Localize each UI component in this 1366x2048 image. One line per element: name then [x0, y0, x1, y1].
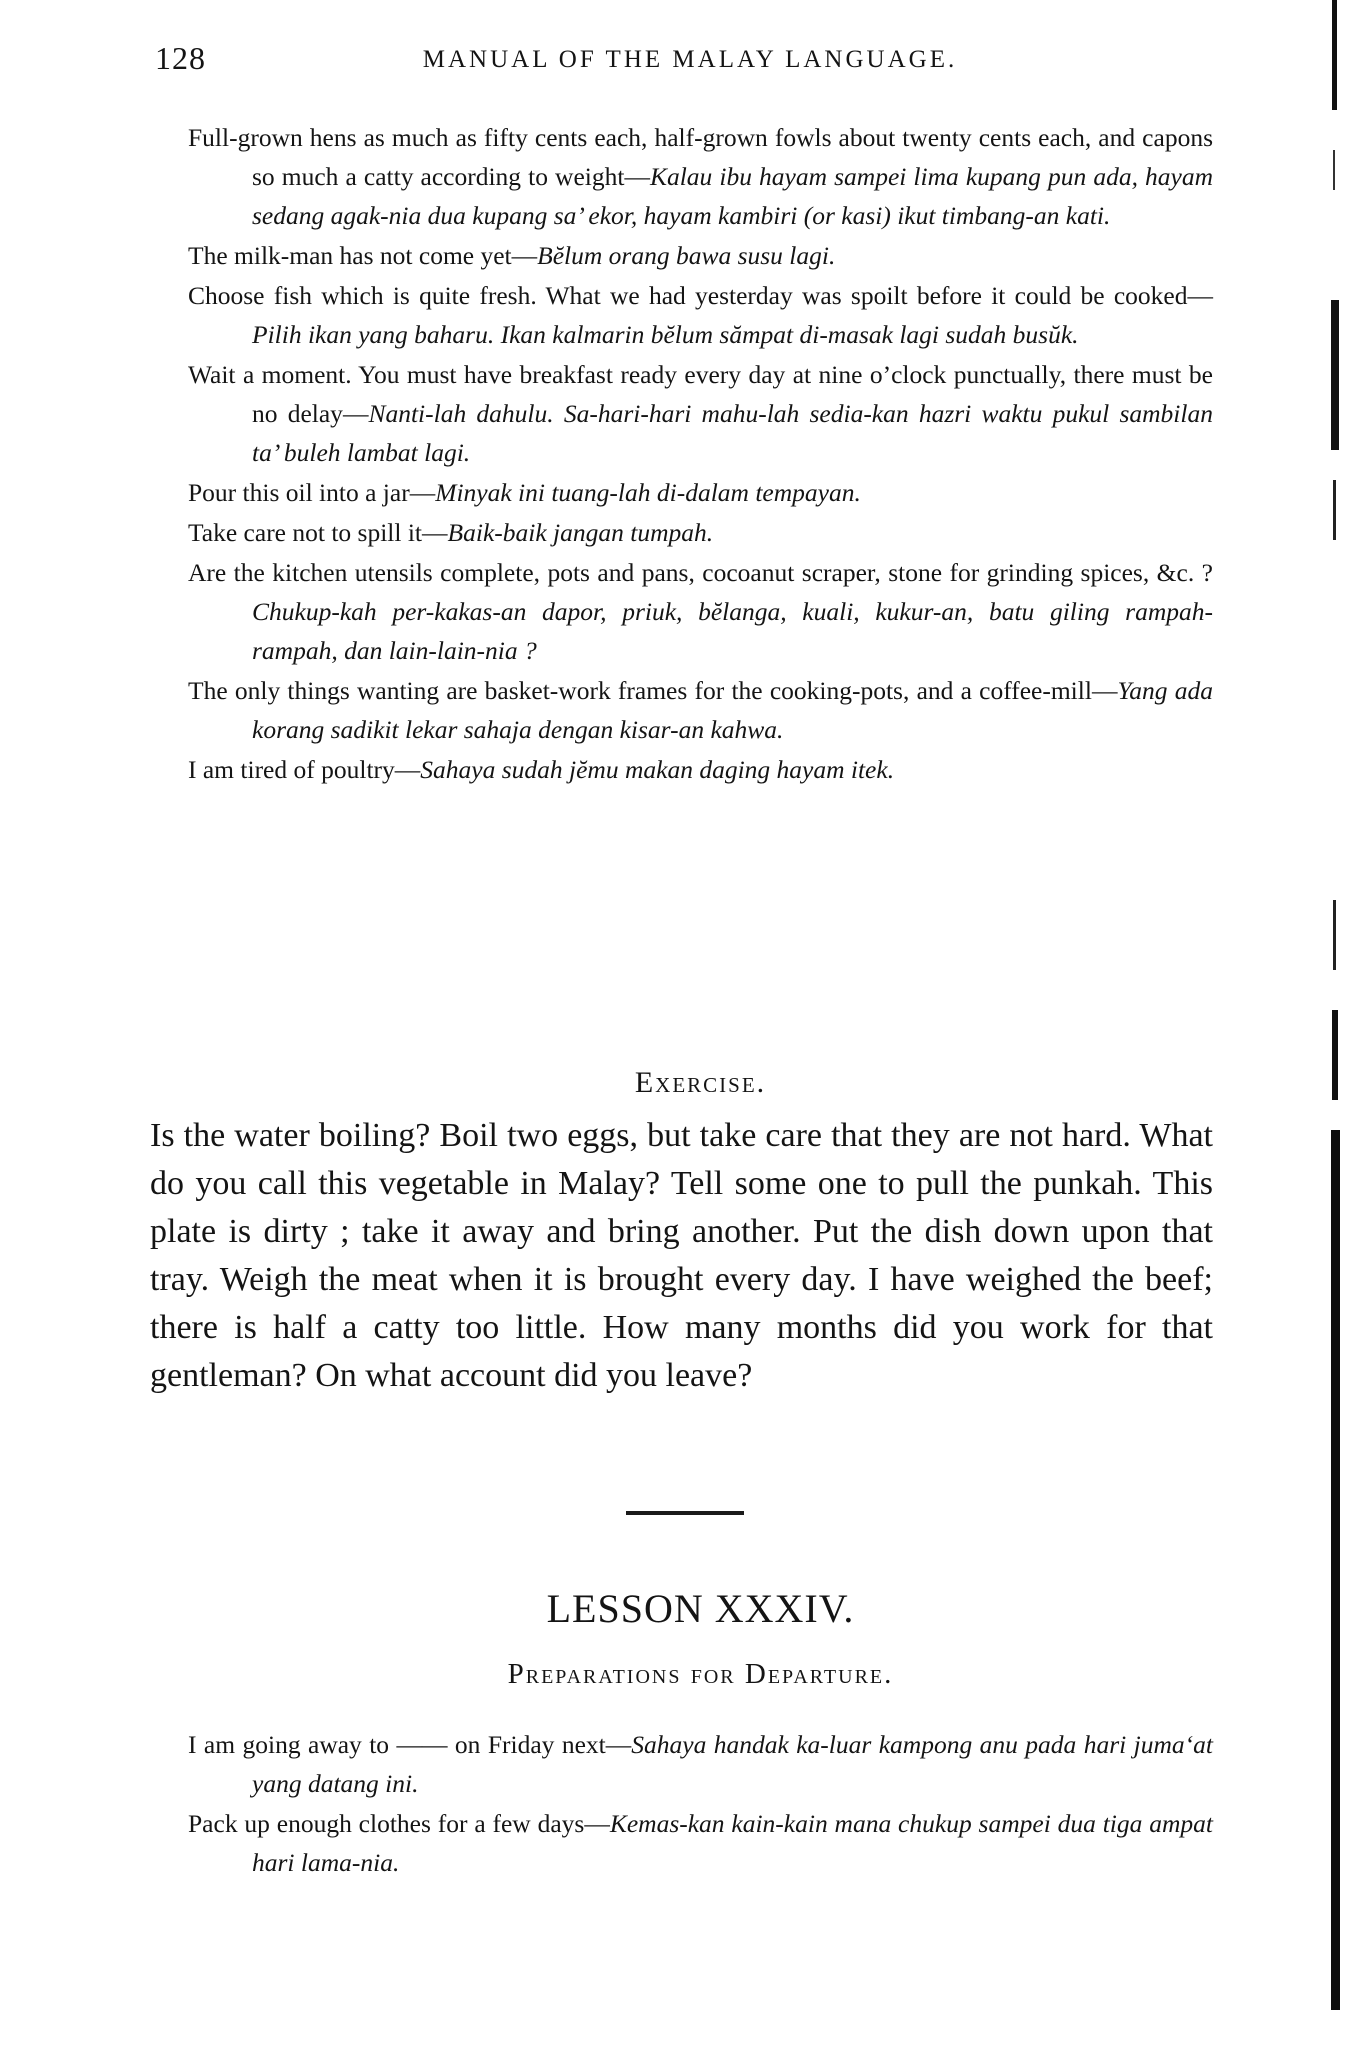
page-header [155, 40, 1225, 80]
phrase-item: Take care not to spill it—Baik-baik jangan tumpah. [188, 518, 714, 547]
phrase-malay: Sahaya handak ka-luar kampong anu pada hari juma‘at yang datang ini. [252, 1730, 1213, 1798]
phrase-malay: Nanti-lah dahulu. Sa-hari-hari mahu-lah sedia-kan hazri waktu pukul sambilan ta’ buleh lambat lagi. [252, 399, 1213, 467]
phrase-item: I am going away to —— on Friday next—Sahaya handak ka-luar kampong anu pada hari juma‘at yang datang ini. [188, 1730, 1213, 1798]
scan-edge-mark [1318, 0, 1366, 2048]
phrase-malay: Baik-baik jangan tumpah. [447, 518, 714, 547]
exercise-text: Is the water boiling? Boil two eggs, but take care that they are not hard. What do you call this vegetable in Malay? Tell some one to pull the punkah. This plate is dirty ; take it away and bring another. Put the dish down upon that tray. Weigh the meat when it is brought every day. I have weighed the beef; there is half a catty too little. How many months did you work for that gentleman? On what account did you leave? [150, 1117, 1213, 1394]
phrase-item: Pack up enough clothes for a few days—Kemas-kan kain-kain mana chukup sampei dua tiga ampat hari lama-nia. [188, 1809, 1213, 1877]
phrase-english: Are the kitchen utensils complete, pots and pans, cocoanut scraper, stone for grinding spices, &c. ? [188, 558, 1213, 587]
phrase-english: The only things wanting are basket-work frames for the cooking-pots, and a coffee-mill [188, 676, 1092, 705]
phrase-malay: Chukup-kah per-kakas-an dapor, priuk, bĕlanga, kuali, kukur-an, batu giling rampah-rampah, dan lain-lain-nia ? [252, 597, 1213, 665]
phrase-item: Full-grown hens as much as fifty cents each, half-grown fowls about twenty cents each, and capons so much a catty according to weight—Kalau ibu hayam sampei lima kupang pun ada, hayam sedang agak-nia dua kupang sa’ ekor, hayam kambiri (or kasi) ikut timbang-an kati. [188, 123, 1214, 230]
phrase-english: I am tired of poultry [188, 755, 395, 784]
phrase-malay: Pilih ikan yang baharu. Ikan kalmarin bĕlum sămpat di-masak lagi sudah busŭk. [252, 320, 1079, 349]
phrase-list [188, 118, 1213, 790]
phrase-malay: Kalau ibu hayam sampei lima kupang pun ada, hayam sedang agak-nia dua kupang sa’ ekor, hayam kambiri (or kasi) ikut timbang-an kati. [252, 162, 1214, 230]
phrase-malay: Sahaya sudah jĕmu makan daging hayam itek. [420, 755, 895, 784]
phrase-item: Pour this oil into a jar—Minyak ini tuang-lah di-dalam tempayan. [188, 478, 861, 507]
phrase-item: Wait a moment. You must have breakfast ready every day at nine o’clock punctually, there must be no delay—Nanti-lah dahulu. Sa-hari-hari mahu-lah sedia-kan hazri waktu pukul sambilan ta’ buleh lambat lagi. [188, 360, 1213, 467]
exercise-heading: Exercise. [634, 1066, 767, 1099]
phrase-item: Choose fish which is quite fresh. What we had yesterday was spoilt before it could be cooked—Pilih ikan yang baharu. Ikan kalmarin bĕlum sămpat di-masak lagi sudah busŭk. [188, 281, 1213, 349]
lesson-title: LESSON XXXIV. [546, 1586, 855, 1631]
phrase-english: Full-grown hens as much as fifty cents each, half-grown fowls about twenty cents each, and capons so much a catty according to weight [188, 123, 1213, 191]
running-title: MANUAL OF THE MALAY LANGUAGE. [422, 46, 958, 73]
section-divider [626, 1511, 744, 1515]
phrase-english: Pack up enough clothes for a few days [188, 1809, 585, 1838]
phrase-malay: Minyak ini tuang-lah di-dalam tempayan. [435, 478, 861, 507]
phrase-malay: Bĕlum orang bawa susu lagi. [537, 241, 836, 270]
phrase-item [188, 553, 1213, 670]
phrase-item: The only things wanting are basket-work frames for the cooking-pots, and a coffee-mill—Yang ada korang sadikit lekar sahaja dengan kisar-an kahwa. [188, 676, 1213, 744]
page-number: 128 [155, 40, 206, 76]
phrase-malay: Kemas-kan kain-kain mana chukup sampei dua tiga ampat hari lama-nia. [252, 1809, 1213, 1877]
lesson-subtitle: Preparations for Departure. [507, 1658, 894, 1690]
phrase-english: The milk-man has not come yet [188, 241, 512, 270]
phrase-english: Take care not to spill it [188, 518, 423, 547]
lesson-phrase-list [188, 1725, 1213, 1883]
phrase-item: The milk-man has not come yet—Bĕlum orang bawa susu lagi. [188, 241, 836, 270]
phrase-english: Pour this oil into a jar [188, 478, 410, 507]
phrase-malay: Yang ada korang sadikit lekar sahaja dengan kisar-an kahwa. [252, 676, 1213, 744]
phrase-item: I am tired of poultry—Sahaya sudah jĕmu makan daging hayam itek. [188, 755, 895, 784]
phrase-english: I am going away to —— on Friday next [188, 1730, 606, 1759]
phrase-english: Wait a moment. You must have breakfast ready every day at nine o’clock punctually, there must be no delay [188, 360, 1213, 428]
phrase-english: Choose fish which is quite fresh. What we had yesterday was spoilt before it could be cooked [188, 281, 1188, 310]
